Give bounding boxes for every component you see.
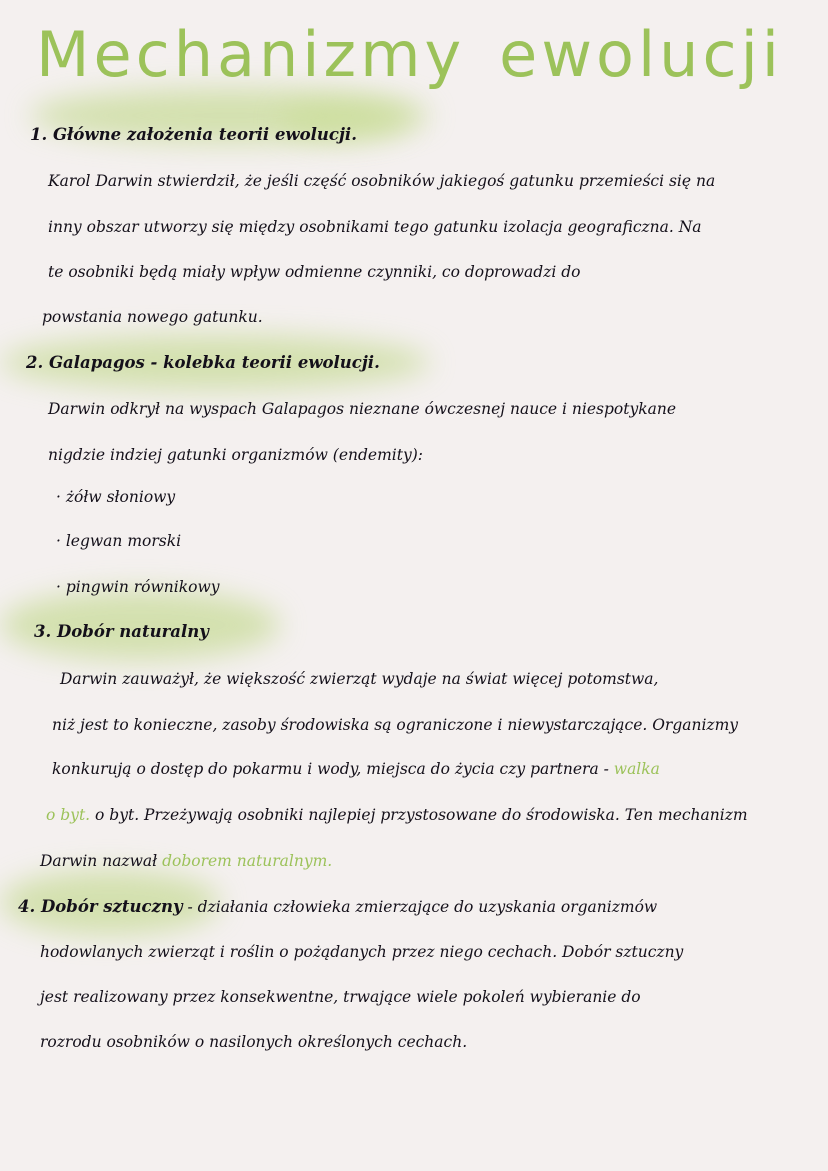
section-2-line-2: nigdzie indziej gatunki organizmów (endemity): [48, 446, 423, 464]
section-1-line-2: inny obszar utworzy się między osobnikami tego gatunku izolacja geograficzna. Na [48, 218, 702, 236]
section-2-bullet-1: · żółw słoniowy [56, 488, 176, 506]
section-3-heading: 3. Dobór naturalny [34, 622, 209, 641]
highlight-o-byt: o byt. [46, 806, 91, 824]
section-1-line-1: Karol Darwin stwierdził, że jeśli część osobników jakiegoś gatunku przemieści się na [48, 172, 716, 190]
section-3-line-3-text: konkurują o dostęp do pokarmu i wody, miejsca do życia czy partnera - [52, 760, 609, 778]
title-part-2: ewolucji [499, 18, 784, 91]
section-4-heading: 4. Dobór sztuczny [18, 897, 183, 916]
highlight-walka: walka [613, 760, 660, 778]
section-4-line-3: jest realizowany przez konsekwentne, trwające wiele pokoleń wybieranie do [40, 988, 641, 1006]
section-3-line-4-text: o byt. Przeżywają osobniki najlepiej przystosowane do środowiska. Ten mechanizm [95, 806, 748, 824]
section-3-line-4 [46, 806, 748, 824]
section-4-line-1 [18, 897, 657, 916]
section-3-line-5-text: Darwin nazwał [40, 852, 158, 870]
highlight-dobor-naturalny: doborem naturalnym. [162, 852, 333, 870]
section-4-heading-rest: - działania człowieka zmierzające do uzyskania organizmów [187, 898, 658, 916]
section-3-line-2: niż jest to konieczne, zasoby środowiska są ograniczone i niewystarczające. Organizmy [52, 716, 739, 734]
page-title [36, 18, 783, 91]
section-2-line-1: Darwin odkrył na wyspach Galapagos nieznane ówczesnej nauce i niespotykane [48, 400, 676, 418]
section-2-heading: 2. Galapagos - kolebka teorii ewolucji. [26, 353, 380, 372]
section-2-bullet-2: · legwan morski [56, 532, 182, 550]
section-3-line-3 [52, 760, 660, 778]
section-4-line-2: hodowlanych zwierząt i roślin o pożądanych przez niego cechach. Dobór sztuczny [40, 943, 684, 961]
section-4-line-4: rozrodu osobników o nasilonych określonych cechach. [40, 1033, 468, 1051]
section-1-heading: 1. Główne założenia teorii ewolucji. [30, 125, 357, 144]
section-2-bullet-3: · pingwin równikowy [56, 578, 220, 596]
section-3-line-1: Darwin zauważył, że większość zwierząt wydaje na świat więcej potomstwa, [60, 670, 659, 688]
section-3-line-5 [40, 852, 332, 870]
title-part-1: Mechanizmy [36, 18, 466, 91]
section-1-line-4: powstania nowego gatunku. [42, 308, 263, 326]
section-1-line-3: te osobniki będą miały wpływ odmienne czynniki, co doprowadzi do [48, 263, 581, 281]
